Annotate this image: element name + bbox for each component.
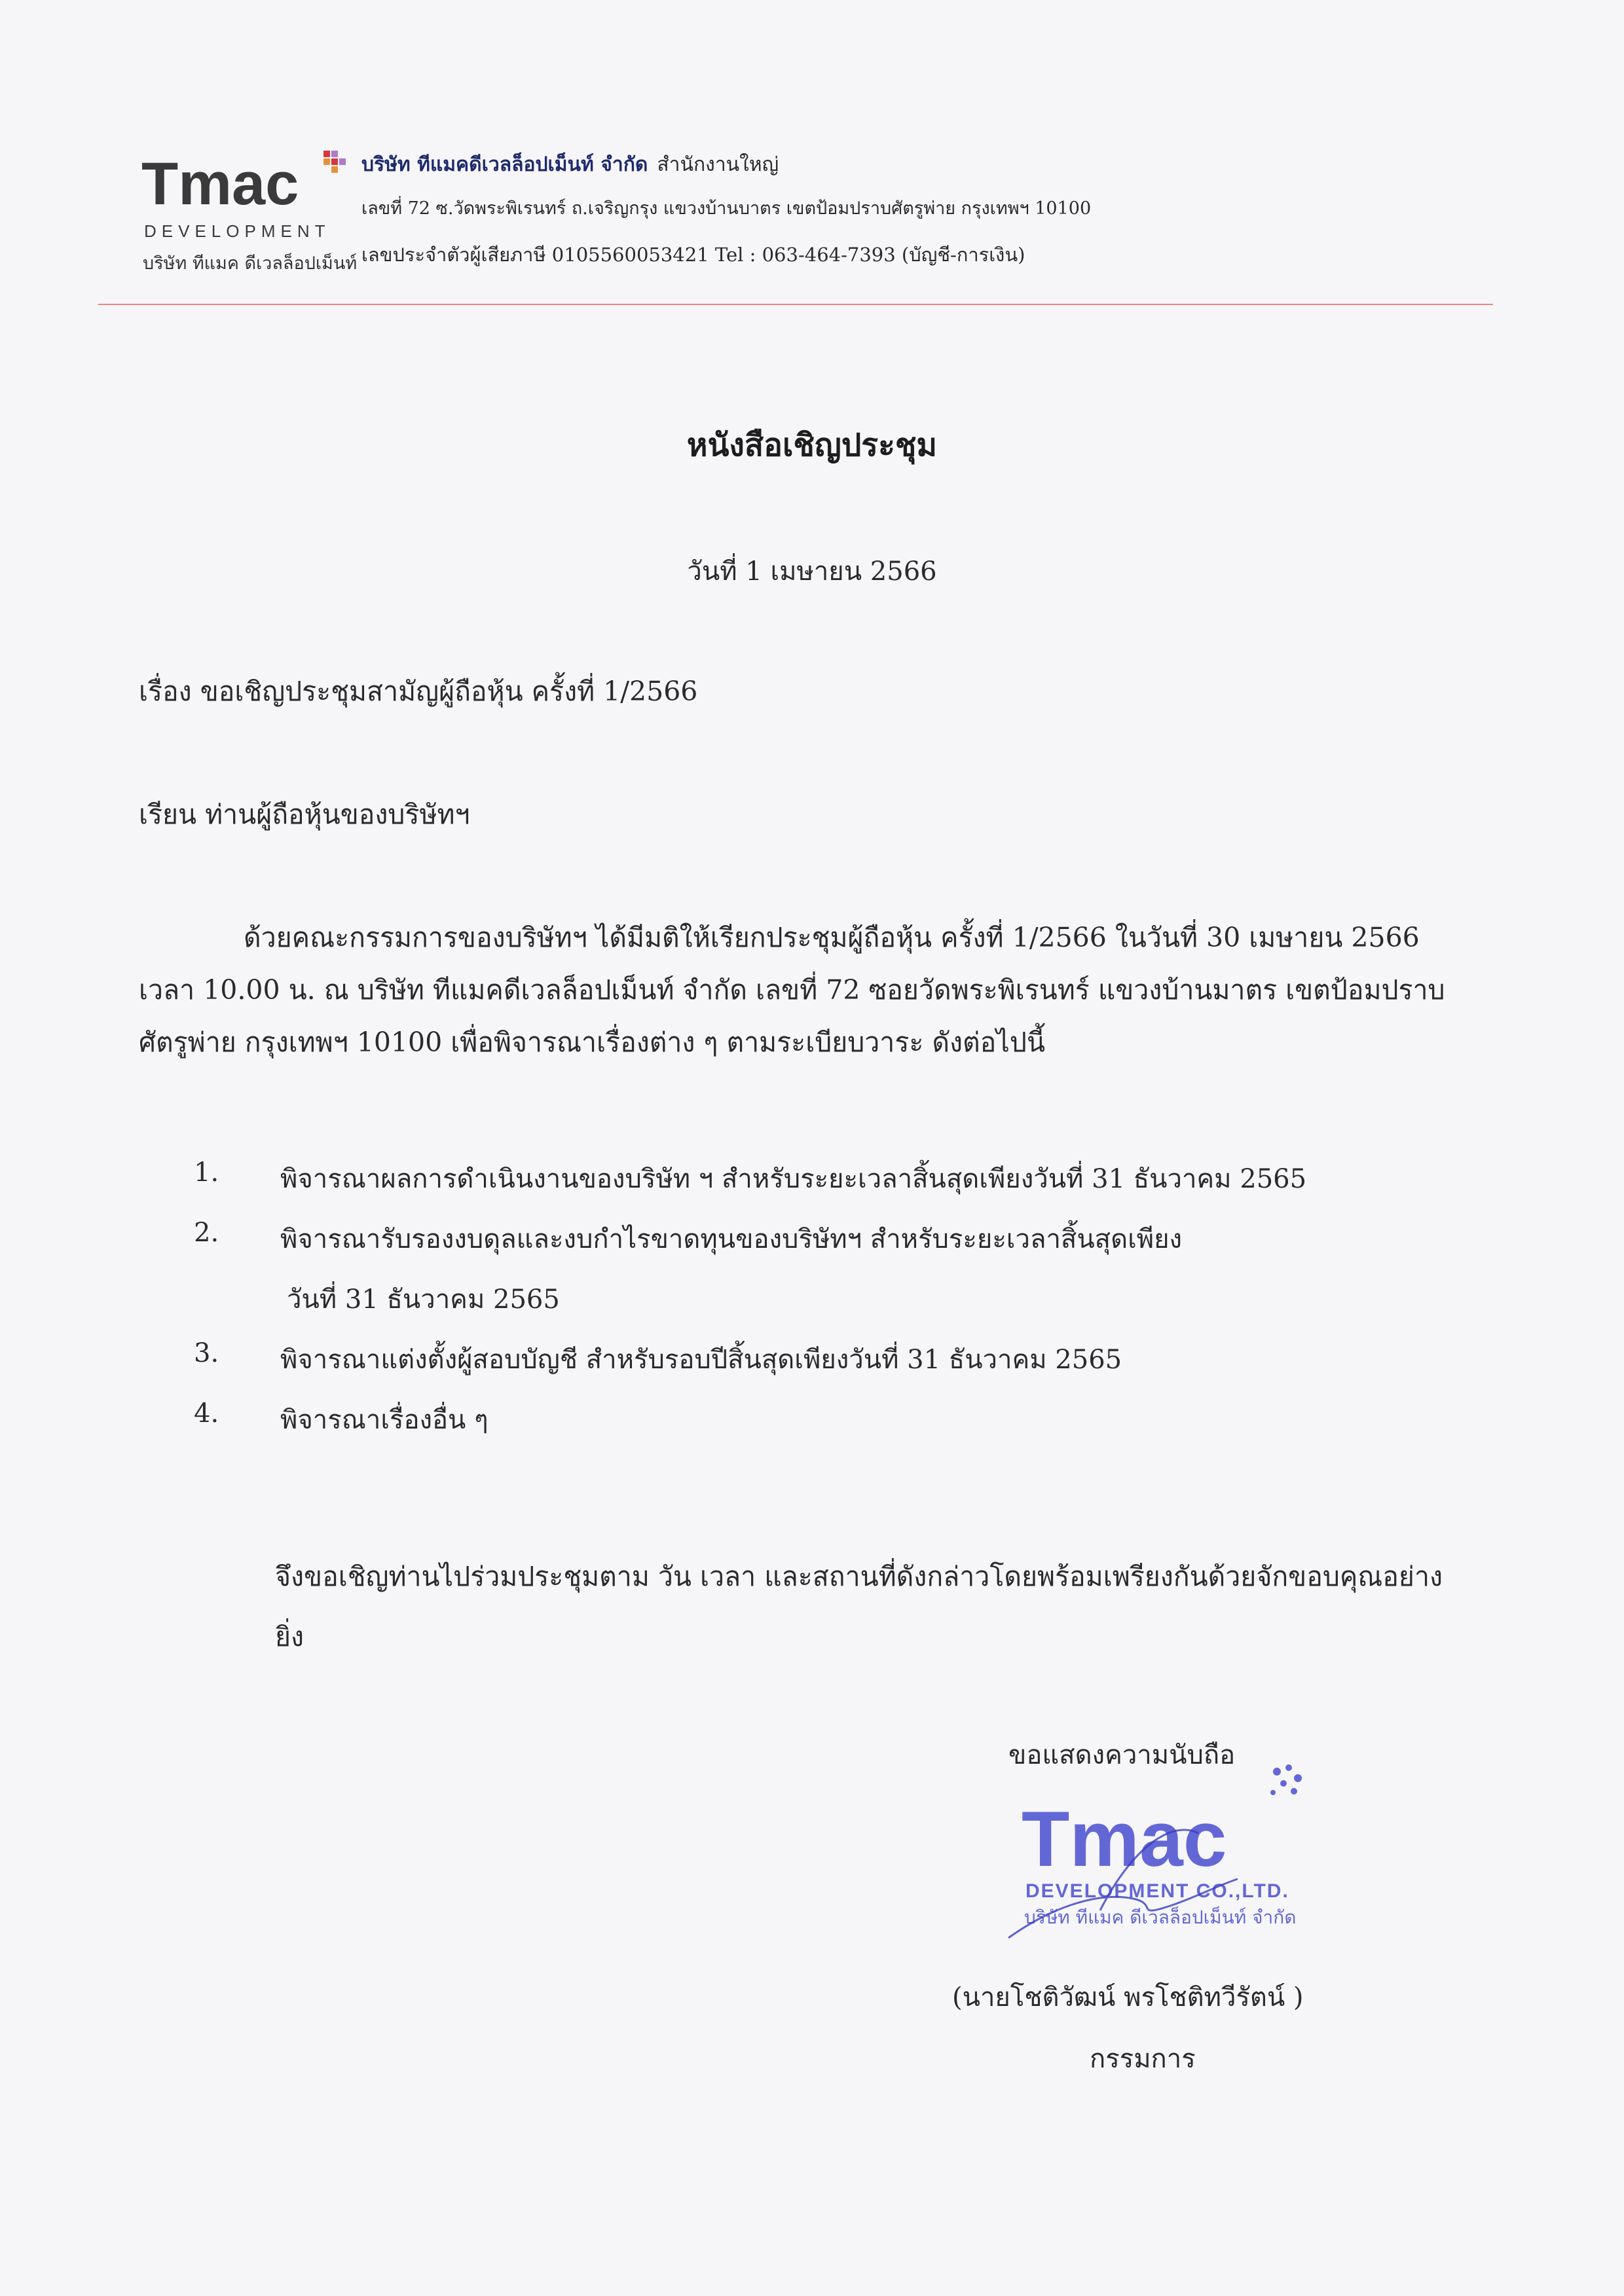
body-line: ศัตรูพ่าย กรุงเทพฯ 10100 เพื่อพิจารณาเรื่องต่าง ๆ ตามระเบียบวาระ ดังต่อไปนี้ (139, 1027, 1045, 1058)
salutation: เรียน ท่านผู้ถือหุ้นของบริษัทฯ (139, 799, 470, 830)
tax-and-phone: เลขประจำตัวผู้เสียภาษี 0105560053421 Tel : 063-464-7393 (บัญชี-การเงิน) (361, 244, 1025, 266)
signer-name: (นายโชติวัฒน์ พรโชติทวีรัตน์ ) (952, 1982, 1304, 2013)
agenda-list (194, 1157, 1504, 1459)
agenda-item (194, 1338, 1504, 1398)
agenda-number: 1. (194, 1157, 219, 1188)
logo-tagline: DEVELOPMENT (144, 221, 331, 241)
document-title: หนังสือเชิญประชุม (686, 427, 938, 464)
regards-text: ขอแสดงความนับถือ (1008, 1740, 1236, 1770)
agenda-text: พิจารณาเรื่องอื่น ๆ (280, 1405, 489, 1435)
agenda-text: พิจารณาแต่งตั้งผู้สอบบัญชี สำหรับรอบปีสิ้นสุดเพียงวันที่ 31 ธันวาคม 2565 (280, 1345, 1122, 1375)
stamp-company-th: บริษัท ทีแมค ดีเวลล็อปเม็นท์ จำกัด (1024, 1906, 1297, 1928)
logo-wordmark: Tmac (141, 151, 299, 217)
head-office-label: สำนักงานใหญ่ (657, 153, 779, 176)
body-line: เวลา 10.00 น. ณ บริษัท ทีแมคดีเวลล็อปเม็นท์ จำกัด เลขที่ 72 ซอยวัดพระพิเรนทร์ แขวงบ้านมาตร เขตป้อมปราบ (139, 974, 1445, 1006)
stamp-company-en: DEVELOPMENT CO.,LTD. (1025, 1880, 1289, 1902)
tmac-logo-mark (139, 144, 355, 249)
letterhead-divider (98, 304, 1493, 305)
logo-subtext: บริษัท ทีแมค ดีเวลล็อปเม็นท์ (143, 253, 358, 274)
agenda-number: 2. (194, 1218, 219, 1248)
agenda-item (194, 1398, 1504, 1459)
body-paragraph (139, 911, 1527, 1068)
document-date: วันที่ 1 เมษายน 2566 (687, 556, 937, 587)
closing-line: ยิ่ง (275, 1621, 304, 1652)
agenda-item (194, 1157, 1504, 1218)
agenda-text: พิจารณาผลการดำเนินงานของบริษัท ฯ สำหรับระยะเวลาสิ้นสุดเพียงวันที่ 31 ธันวาคม 2565 (280, 1164, 1307, 1194)
company-stamp (1002, 1741, 1329, 1944)
company-address: เลขที่ 72 ซ.วัดพระพิเรนทร์ ถ.เจริญกรุง แขวงบ้านบาตร เขตป้อมปราบศัตรูพ่าย กรุงเทพฯ 10100 (361, 198, 1092, 219)
agenda-text: พิจารณารับรองงบดุลและงบกำไรขาดทุนของบริษัทฯ สำหรับระยะเวลาสิ้นสุดเพียง (280, 1224, 1183, 1254)
agenda-text-continued: วันที่ 31 ธันวาคม 2565 (287, 1285, 560, 1315)
company-logo (139, 144, 358, 275)
agenda-number: 4. (194, 1398, 219, 1429)
company-name: บริษัท ทีแมคดีเวลล็อปเม็นท์ จำกัด (361, 153, 648, 176)
body-line: ด้วยคณะกรรมการของบริษัทฯ ได้มีมติให้เรียกประชุมผู้ถือหุ้น ครั้งที่ 1/2566 ในวันที่ 30 เมษายน 2566 (244, 922, 1420, 953)
agenda-item (194, 1218, 1504, 1338)
signer-position: กรรมการ (1090, 2044, 1196, 2074)
agenda-number: 3. (194, 1338, 219, 1368)
closing-paragraph (275, 1546, 1519, 1667)
stamp-logo: Tmac (1022, 1795, 1227, 1883)
company-heading (361, 149, 779, 180)
closing-line: จึงขอเชิญท่านไปร่วมประชุมตาม วัน เวลา และสถานที่ดังกล่าวโดยพร้อมเพรียงกันด้วยจักขอบคุณอย่าง (275, 1561, 1443, 1592)
subject-line: เรื่อง ขอเชิญประชุมสามัญผู้ถือหุ้น ครั้งที่ 1/2566 (139, 676, 698, 707)
